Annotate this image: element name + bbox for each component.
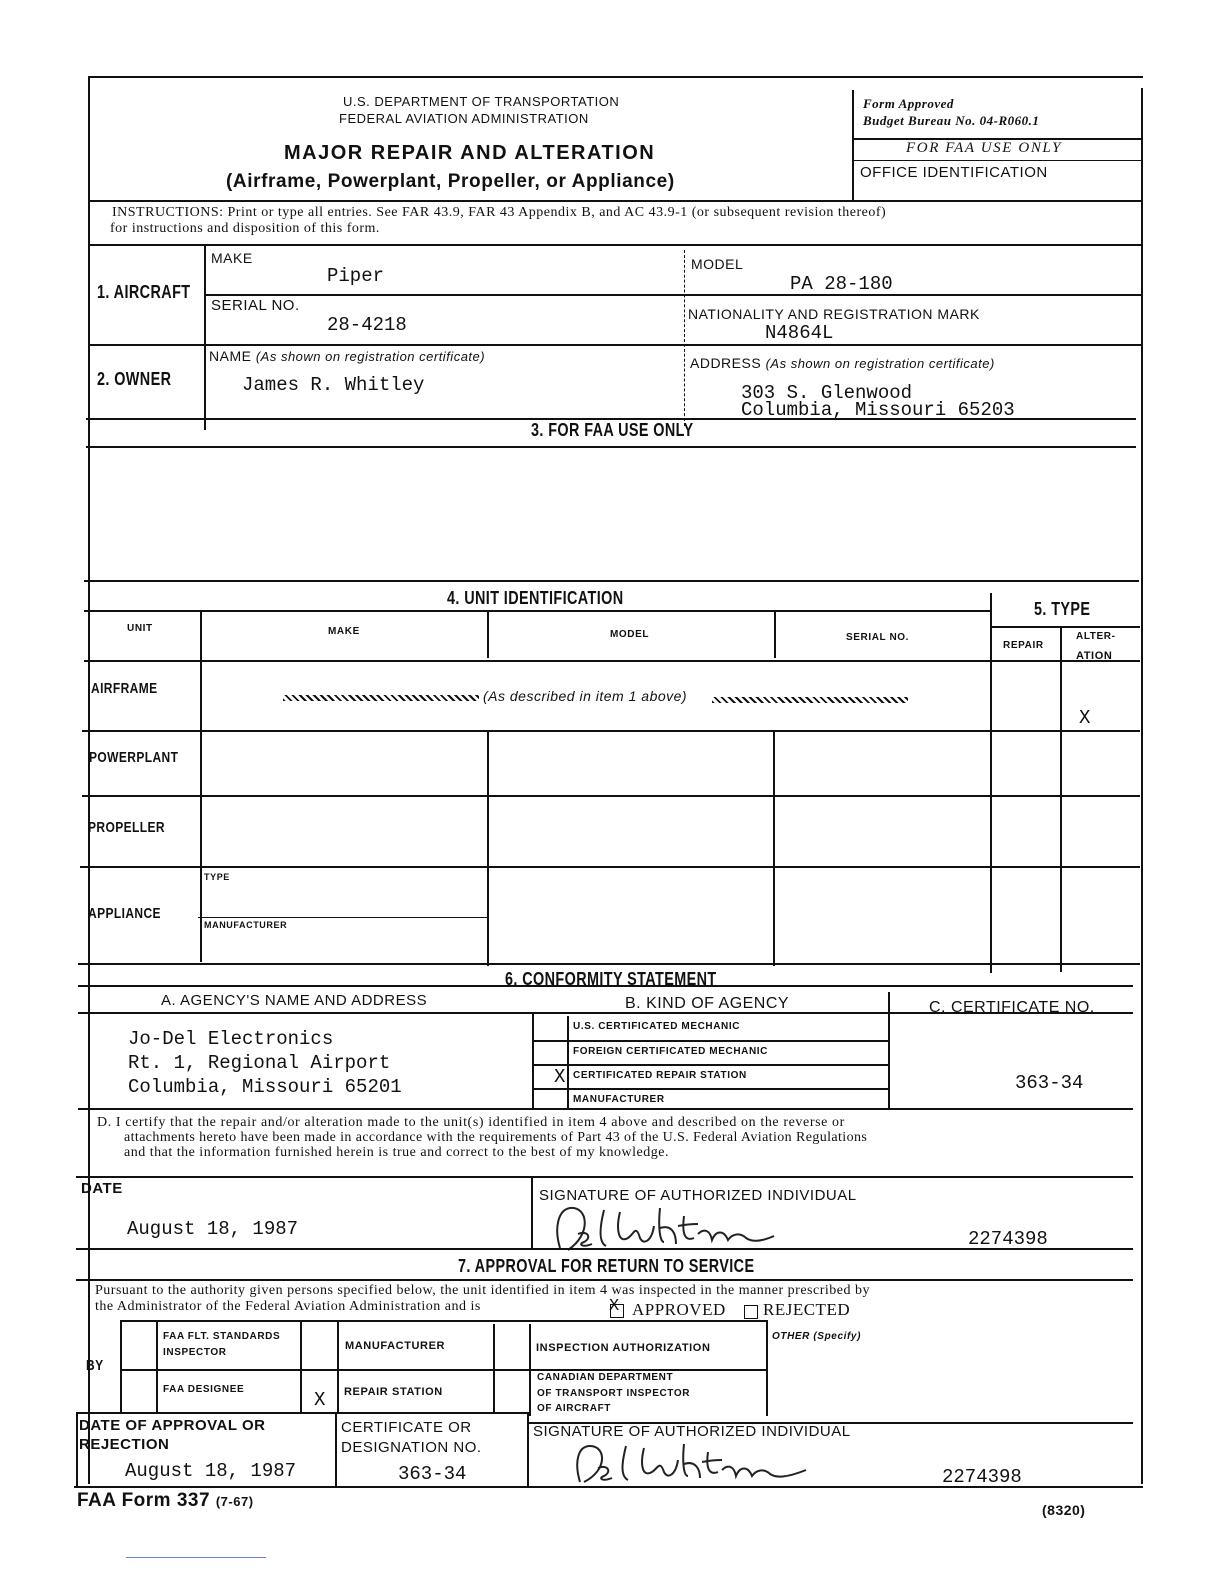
divider [84,580,1139,582]
signature-stroke [577,1444,806,1482]
divider [78,963,1140,965]
col-serial-header: SERIAL NO. [846,632,910,643]
divider [88,344,1143,346]
divider [120,1369,766,1371]
approval-by-label: BY [86,1357,104,1374]
certificate-no-label: C. CERTIFICATE NO. [929,999,1095,1016]
conformity-signature-number: 2274398 [968,1228,1048,1250]
faa-flt-standards-label-2: INSPECTOR [163,1347,227,1358]
approval-date: August 18, 1987 [125,1460,297,1482]
divider [78,1012,1133,1014]
form-code: (8320) [1042,1502,1086,1518]
appliance-type-label: TYPE [204,872,230,882]
instructions-line1: INSTRUCTIONS: Print or type all entries. See FAR 43.9, FAR 43 Appendix B, and AC 43.9-1 (or subsequent revision thereof) [112,205,887,220]
owner-name-label-text: NAME [209,348,252,364]
canadian-label-1: CANADIAN DEPARTMENT [537,1372,674,1383]
owner-address-label [690,355,995,371]
repair-station-mark: X [314,1389,326,1411]
form-approved: Form Approved [863,96,954,111]
divider [532,1040,888,1042]
approval-cert-label-2: DESIGNATION NO. [341,1439,482,1456]
faa-flt-standards-label-1: FAA FLT. STANDARDS [163,1331,281,1342]
divider [990,626,1140,628]
divider [532,1012,534,1108]
agency-name-line1: Jo-Del Electronics [128,1028,334,1050]
divider [852,160,1142,161]
dept-name: U.S. DEPARTMENT OF TRANSPORTATION [343,94,620,109]
appliance-label: APPLIANCE [88,905,161,922]
col-model-header: MODEL [610,629,650,640]
airframe-fill-left [283,695,479,701]
owner-name-value: James R. Whitley [242,374,425,396]
frame-top [88,76,1143,78]
kind-foreign-mechanic: FOREIGN CERTIFICATED MECHANIC [573,1046,768,1057]
divider [76,1279,1133,1281]
owner-name-label [209,348,485,364]
approval-section-label: 7. APPROVAL FOR RETURN TO SERVICE [458,1256,755,1276]
approval-signature [566,1436,826,1488]
conformity-signature-label: SIGNATURE OF AUTHORIZED INDIVIDUAL [539,1187,857,1204]
divider [84,660,1140,662]
approval-cert-label-1: CERTIFICATE OR [341,1419,472,1436]
divider [78,1108,1133,1110]
approval-date-label-2: REJECTION [79,1436,170,1453]
approval-cert-no: 363-34 [398,1463,467,1485]
kind-of-agency-label: B. KIND OF AGENCY [625,995,790,1012]
divider [120,1320,122,1412]
canadian-label-2: OF TRANSPORT INSPECTOR [537,1388,691,1399]
canadian-label-3: OF AIRCRAFT [537,1403,611,1414]
divider [493,1324,495,1412]
form-title: MAJOR REPAIR AND ALTERATION [284,142,656,164]
divider [335,1412,337,1488]
divider [684,250,685,426]
airframe-fill-right [712,697,908,703]
unit-id-section-label: 4. UNIT IDENTIFICATION [447,588,624,608]
divider [204,294,1142,296]
repair-station-label: REPAIR STATION [344,1386,443,1398]
conformity-date: August 18, 1987 [127,1218,299,1240]
divider [200,610,202,962]
approval-signature-label: SIGNATURE OF AUTHORIZED INDIVIDUAL [533,1423,851,1440]
divider [76,1412,78,1488]
divider [76,1176,1133,1178]
certify-line1: D. I certify that the repair and/or alteration made to the unit(s) identified in item 4 above and described on the reverse or [97,1115,845,1130]
approved-label: APPROVED [632,1300,726,1319]
approval-text-line1: Pursuant to the authority given persons specified below, the unit identified in item 4 was inspected in the manner prescribed by [95,1283,870,1298]
divider [766,1320,768,1416]
rejected-checkbox[interactable] [744,1305,758,1319]
certify-line2: attachments hereto have been made in accordance with the requirements of Part 43 of the U.S. Federal Aviation Regulations [124,1130,868,1145]
divider [86,446,1136,448]
divider [532,1088,888,1090]
divider [84,610,990,612]
aircraft-serial-value: 28-4218 [327,314,407,336]
form-number [77,1490,254,1512]
instructions-line2: for instructions and disposition of this form. [110,221,380,236]
divider [76,1248,1133,1250]
conformity-date-label: DATE [81,1180,123,1197]
agency-name-line3: Columbia, Missouri 65201 [128,1076,402,1098]
divider [198,917,488,918]
approval-manufacturer-label: MANUFACTURER [345,1340,446,1352]
divider [567,1016,569,1108]
aircraft-model-value: PA 28-180 [790,273,893,295]
kind-manufacturer: MANUFACTURER [573,1094,665,1105]
divider [990,593,992,973]
powerplant-label: POWERPLANT [89,749,179,766]
aircraft-reg-label: NATIONALITY AND REGISTRATION MARK [688,306,980,322]
faa-use-section-label: 3. FOR FAA USE ONLY [531,420,694,440]
divider [487,730,489,966]
owner-address-note: (As shown on registration certificate) [765,356,995,371]
frame-left [88,76,90,1484]
airframe-alteration-mark: X [1079,707,1091,729]
frame-bottom [74,1486,1143,1488]
type-alter-label-1: ALTER- [1076,631,1116,642]
rejected-label: REJECTED [763,1300,851,1319]
approved-checkbox-mark: X [609,1297,620,1316]
aircraft-make-value: Piper [327,265,385,287]
office-id-label: OFFICE IDENTIFICATION [860,164,1048,181]
faa-use-only-header: FOR FAA USE ONLY [906,140,1063,156]
divider [88,200,1143,202]
owner-address-label-text: ADDRESS [690,355,762,371]
owner-address-line1: 303 S. Glenwood [741,382,913,404]
aircraft-make-label: MAKE [211,250,253,266]
owner-address-line2: Columbia, Missouri 65203 [741,399,1015,421]
conformity-cert-no: 363-34 [1015,1072,1084,1094]
divider [337,1320,339,1412]
divider [527,1412,529,1488]
divider [82,795,1140,797]
approval-signature-number: 2274398 [942,1466,1022,1488]
certify-line3: and that the information furnished herein is true and correct to the best of my knowledge. [124,1145,669,1160]
agency-name-label: A. AGENCY'S NAME AND ADDRESS [161,992,428,1009]
approval-text-line2: the Administrator of the Federal Aviation Administration and is [95,1299,481,1314]
divider [888,992,890,1108]
kind-repair-station: CERTIFICATED REPAIR STATION [573,1070,747,1081]
owner-name-note: (As shown on registration certificate) [255,349,486,364]
footer-rule [126,1557,266,1558]
divider [532,1064,888,1066]
aircraft-reg-value: N4864L [765,322,834,344]
aircraft-section-label: 1. AIRCRAFT [97,282,191,302]
frame-right [1141,88,1143,1484]
aircraft-model-label: MODEL [691,256,744,272]
divider [487,610,489,658]
divider [120,1320,768,1322]
col-unit-header: UNIT [127,623,153,634]
type-section-label: 5. TYPE [1034,599,1091,619]
owner-section-label: 2. OWNER [97,369,172,389]
conformity-section-label: 6. CONFORMITY STATEMENT [505,969,717,989]
divider [773,730,775,966]
inspection-authorization-label: INSPECTION AUTHORIZATION [536,1342,711,1354]
signature-stroke [557,1208,774,1250]
propeller-label: PROPELLER [88,819,165,836]
form-revision: (7-67) [215,1494,254,1509]
divider [78,985,1133,987]
airframe-note: (As described in item 1 above) [483,688,688,704]
divider [531,1176,533,1248]
divider [774,610,776,658]
divider [76,1412,530,1414]
divider [80,866,1140,868]
kind-repair-station-mark: X [554,1066,566,1088]
budget-bureau: Budget Bureau No. 04-R060.1 [863,113,1040,128]
kind-us-mechanic: U.S. CERTIFICATED MECHANIC [573,1021,741,1032]
faa-designee-label: FAA DESIGNEE [163,1384,245,1395]
divider [204,244,206,430]
divider [1060,626,1062,972]
type-repair-label: REPAIR [1003,640,1044,651]
other-specify-label: OTHER (Specify) [772,1331,862,1342]
agency-name-line2: Rt. 1, Regional Airport [128,1052,391,1074]
divider [82,730,1140,732]
form-name: FAA Form 337 [77,1490,211,1511]
header-divider [852,90,854,200]
airframe-label: AIRFRAME [91,680,158,697]
col-make-header: MAKE [328,626,360,637]
appliance-manufacturer-label: MANUFACTURER [204,920,288,930]
agency-name: FEDERAL AVIATION ADMINISTRATION [339,111,589,126]
approval-date-label-1: DATE OF APPROVAL OR [79,1417,266,1434]
divider [88,244,1143,246]
divider [300,1320,302,1412]
form-subtitle: (Airframe, Powerplant, Propeller, or Appliance) [226,171,675,192]
aircraft-serial-label: SERIAL NO. [211,297,300,314]
type-alter-label-2: ATION [1076,650,1113,662]
divider [156,1320,158,1412]
